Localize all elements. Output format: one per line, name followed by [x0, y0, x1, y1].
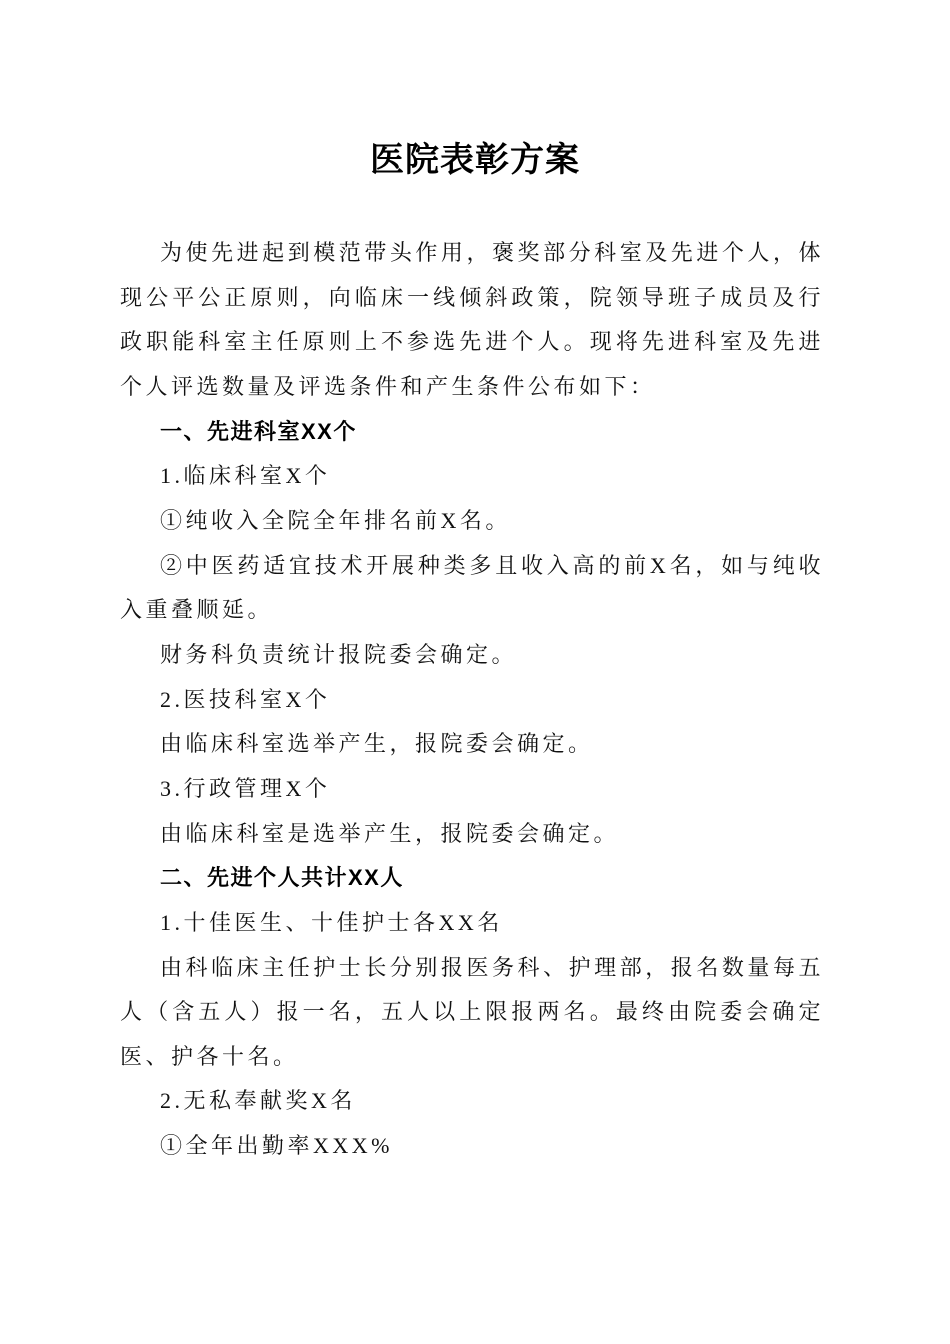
section-1-heading: 一、先进科室XX个 [160, 418, 357, 444]
top-ten-note: 由科临床主任护士长分别报医务科、护理部，报名数量每五人（含五人）报一名，五人以上限报两名。最终由院委会确定医、护各十名。 [120, 954, 824, 1069]
clinical-dept-label: 1.临床科室X个 [160, 463, 331, 489]
medical-tech-dept-label: 2.医技科室X个 [160, 686, 331, 712]
clinical-criterion-1: ①纯收入全院全年排名前X名。 [160, 507, 511, 533]
admin-note: 由临床科室是选举产生，报院委会确定。 [160, 820, 620, 846]
dedication-criterion-1: ①全年出勤率XXX% [160, 1133, 393, 1159]
medical-tech-note: 由临床科室选举产生，报院委会确定。 [160, 731, 594, 757]
clinical-criterion-2: ②中医药适宜技术开展种类多且收入高的前X名，如与纯收入重叠顺延。 [120, 552, 824, 623]
admin-dept-label: 3.行政管理X个 [160, 775, 331, 801]
dedication-award-label: 2.无私奉献奖X名 [160, 1088, 356, 1114]
intro-paragraph: 为使先进起到模范带头作用，褒奖部分科室及先进个人，体现公平公正原则，向临床一线倾斜政策，院领导班子成员及行政职能科室主任原则上不参选先进个人。现将先进科室及先进个人评选数量及评选条件和产生条件公布如下： [120, 240, 824, 399]
top-ten-label: 1.十佳医生、十佳护士各XX名 [160, 909, 503, 935]
document-body [120, 231, 824, 1169]
section-2-heading: 二、先进个人共计XX人 [160, 865, 404, 891]
clinical-note: 财务科负责统计报院委会确定。 [160, 641, 518, 667]
document-title: 医院表彰方案 [370, 140, 580, 180]
